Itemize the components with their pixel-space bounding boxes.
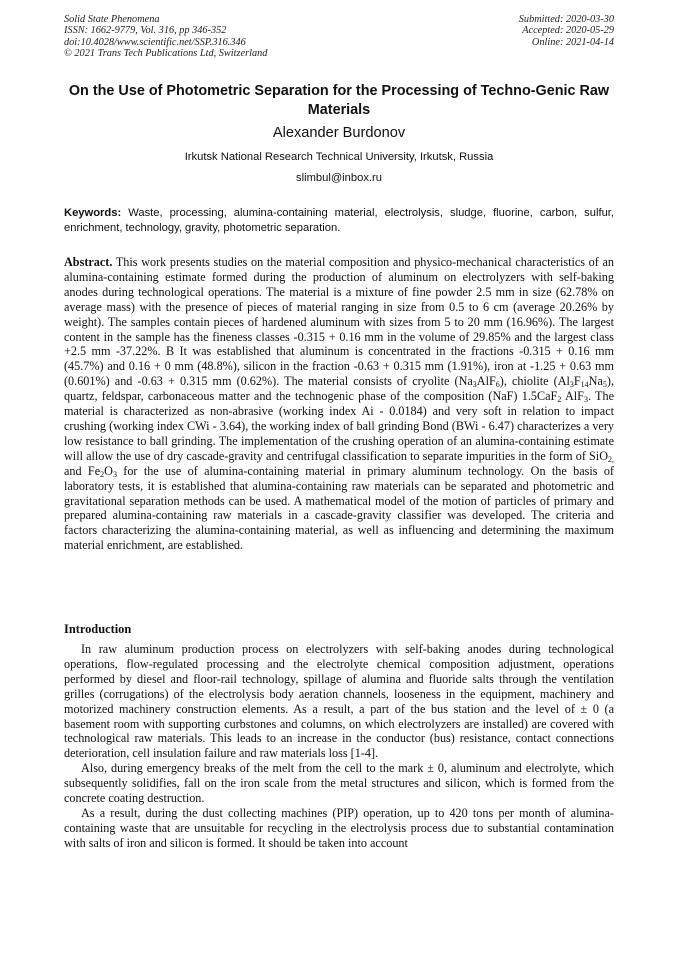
abstract-sub: 2, <box>608 454 614 464</box>
abstract-sub: 6 <box>495 380 500 390</box>
abstract-sub: 5 <box>602 380 607 390</box>
journal-copyright: © 2021 Trans Tech Publications Ltd, Switzerland <box>64 47 268 59</box>
abstract-text-3: ), chiolite (Al <box>499 374 570 389</box>
paper-title: On the Use of Photometric Separation for the Processing of Techno-Genic Raw Materials <box>68 83 610 118</box>
abstract <box>64 255 614 553</box>
intro-paragraph: In raw aluminum production process on electrolyzers with self-baking anodes during technological operations, flow-regulated processing and the electrolyte chemical composition adjustment, operations performed by diesel and floor-rail technology, spillage of alumina and fluoride salts through the ventilation grilles (corrugations) of the electrolysis body aeration channels, looseness in the equipment, machinery and motorized machinery construction elements. As a result, a part of the bus station and the level of ± 0 (a basement room with supporting curbstones and columns, on which electrolyzers are installed) are covered with technological raw materials. This leads to an increase in the conductor (bus) resistance, contact connections deterioration, cell insulation failure and raw materials loss [1-4]. <box>64 642 614 761</box>
abstract-sub: 14 <box>580 380 589 390</box>
author-affiliation: Irkutsk National Research Technical University, Irkutsk, Russia <box>184 151 494 163</box>
abstract-text-9: and Fe <box>64 463 101 478</box>
introduction-body <box>64 642 614 851</box>
keywords-label: Keywords: <box>64 207 122 219</box>
keywords-text: Waste, processing, alumina-containing material, electrolysis, sludge, fluorine, carbon, sulfur, enrichment, technology, gravity, photometric separation. <box>64 207 615 235</box>
abstract-text-6: ), quartz, feldspar, carbonaceous matter and the technogenic phase of the composition (NaF) 1.5CaF <box>64 374 614 404</box>
abstract-sub: 3 <box>583 395 588 405</box>
author-name: Alexander Burdonov <box>272 125 406 141</box>
abstract-sub: 3 <box>472 380 477 390</box>
keywords <box>64 206 614 236</box>
abstract-text-7: AlF <box>561 389 584 404</box>
journal-name: Solid State Phenomena <box>64 14 160 25</box>
intro-paragraph: Also, during emergency breaks of the melt from the cell to the mark ± 0, aluminum and electrolyte, which subsequently solidifies, fall on the iron scale from the metal structures and silicon, which is formed from the concrete coating destruction. <box>64 761 614 806</box>
abstract-sub: 3 <box>569 380 574 390</box>
abstract-label: Abstract. <box>64 255 113 269</box>
abstract-text-11: for the use of alumina-containing material in primary aluminum technology. On the basis of laboratory tests, it is established that alumina-containing raw materials can be separated and photometric and gravitational separation methods can be used. A mathematical model of the motion of particles of primary and prepared alumina-containing raw materials in a cascade-gravity classifier was developed. The criteria and factors characterizing the alumina-containing material, as well as influencing and determining the maximum material enrichment, are established. <box>64 463 614 553</box>
accepted-date: Accepted: 2020-05-29 <box>522 25 614 37</box>
abstract-sub: 2 <box>557 395 562 405</box>
online-date: Online: 2021-04-14 <box>531 36 614 48</box>
author-email: slimbul@inbox.ru <box>296 172 382 184</box>
abstract-text-5: Na <box>588 374 603 389</box>
intro-paragraph: As a result, during the dust collecting machines (PIP) operation, up to 420 tons per month of alumina-containing waste that are unsuitable for recycling in the electrolysis process due to substantial contamination with salts of iron and silicon is formed. It should be taken into account <box>64 805 614 850</box>
abstract-text-8: . The material is characterized as non-abrasive (working index Ai - 0.0184) and very soft in relation to impact crushing (working index CWi - 3.64), the working index of ball grinding Bond (BWi - 6.47) characterizes a very low resistance to ball grinding. The implementation of the crushing operation of an alumina-containing estimate will allow the use of dry cascade-gravity and centrifugal classification to separate impurities in the form of SiO <box>64 389 615 463</box>
abstract-text-2: AlF <box>476 374 496 389</box>
abstract-text-4: F <box>573 374 581 389</box>
journal-issn: ISSN: 1662-9779, Vol. 316, pp 346-352 <box>64 25 227 37</box>
submission-dates <box>519 14 614 48</box>
abstract-text-10: O <box>104 463 113 478</box>
section-heading-introduction: Introduction <box>64 622 132 636</box>
abstract-sub: 2 <box>100 469 105 479</box>
journal-doi: doi:10.4028/www.scientific.net/SSP.316.346 <box>64 36 246 48</box>
abstract-sub: 3 <box>112 469 117 479</box>
abstract-text-1: This work presents studies on the material composition and physico-mechanical characteristics of an alumina-containing estimate formed during the production of aluminum on electrolyzers with self-baking anodes during technological operations. The material is a mixture of fine powder 2.5 mm in size (62.78% on average mass) with the presence of pieces of material ranging in size from 0.5 to 6 cm (average 20.26% by weight). The samples contain pieces of hardened aluminum with sizes from 5 to 20 mm (16.96%). The largest content in the sample has the fineness classes -0.315 + 0.16 mm in the volume of 29.85% and the largest class +2.5 mm -37.22%. B It was established that aluminum is concentrated in the fractions -0.315 + 0.16 mm (45.7%) and 0.16 + 0 mm (48.8%), silicon in the fraction -0.63 + 0.315 mm (1.91%), iron at -1.25 + 0.63 mm (0.601%) and -0.63 + 0.315 mm (0.62%). The material consists of cryolite (Na <box>64 255 614 389</box>
submitted-date: Submitted: 2020-03-30 <box>518 14 614 25</box>
journal-info <box>64 14 267 59</box>
